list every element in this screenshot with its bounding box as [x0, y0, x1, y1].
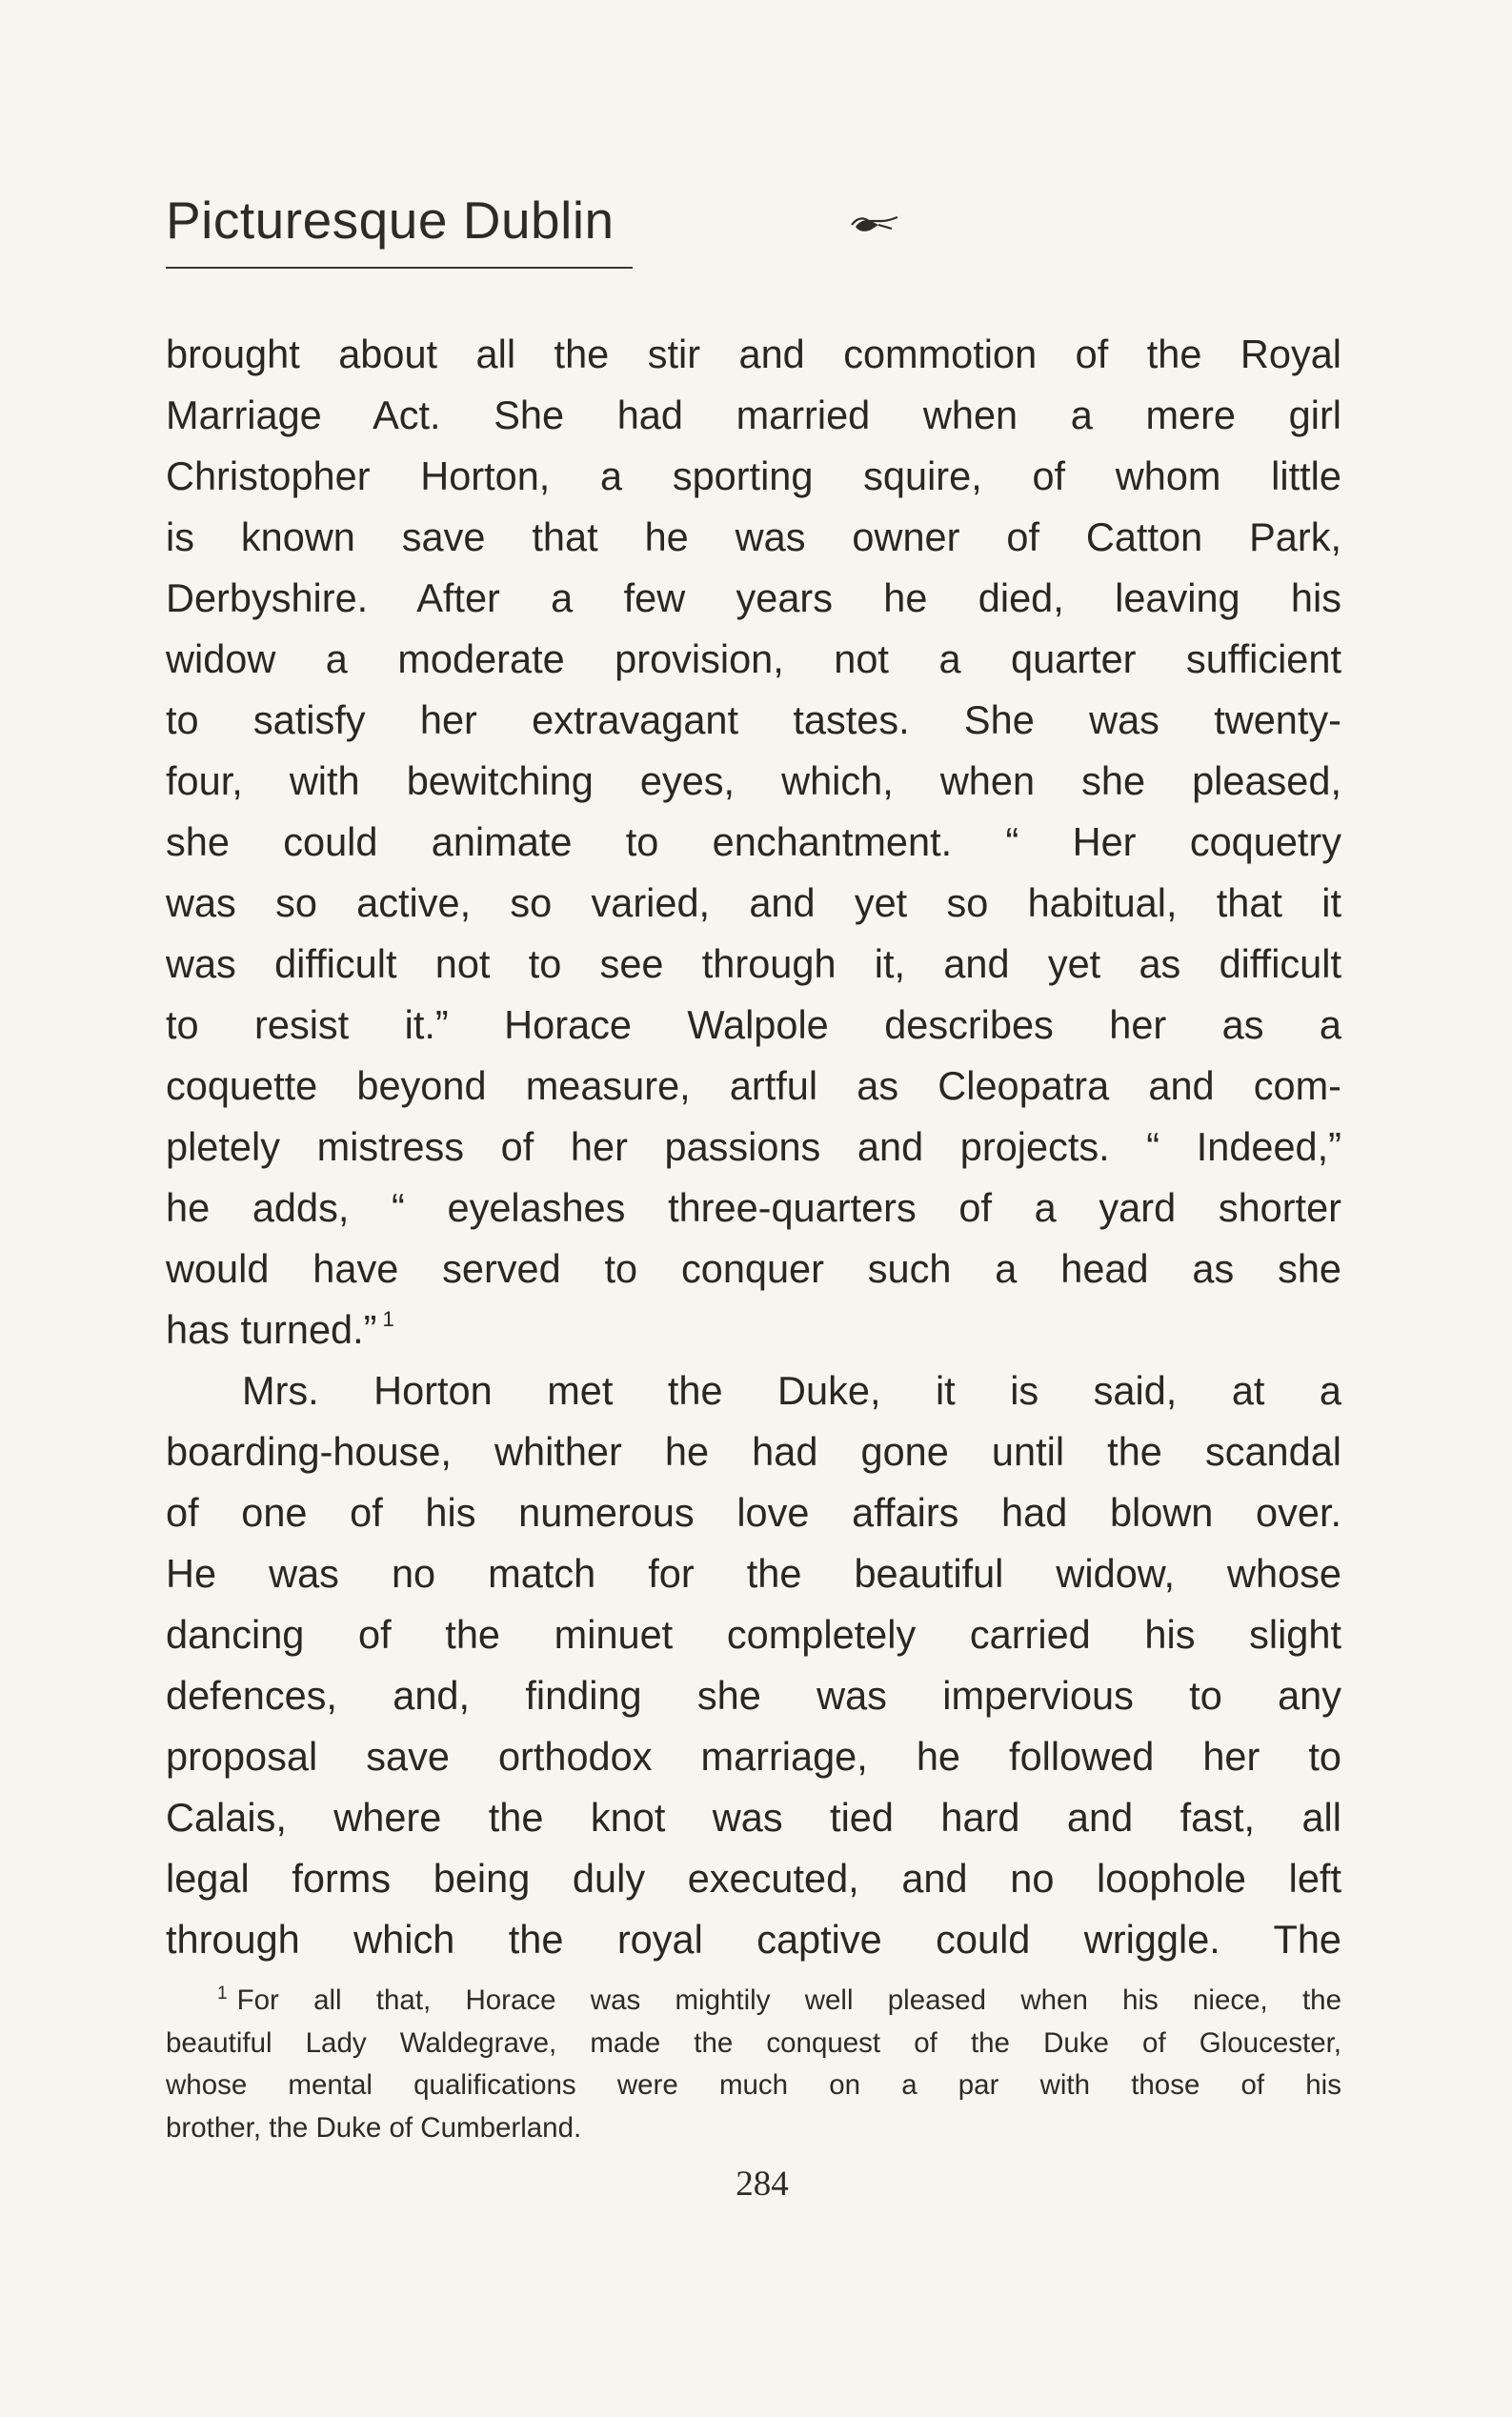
body-line: she could animate to enchantment. “ Her coquetry	[166, 819, 1341, 864]
footnote-reference[interactable]: 1	[382, 1307, 394, 1331]
body-line: dancing of the minuet completely carried his slight	[166, 1612, 1341, 1657]
body-line-text: has turned.”	[166, 1307, 377, 1352]
body-line: coquette beyond measure, artful as Cleopatra and com-	[166, 1063, 1341, 1108]
footnote-marker: 1	[217, 1984, 228, 2004]
footnote-first-line	[166, 1980, 1341, 2023]
body-text	[166, 324, 1341, 1970]
paragraph-start-line: Mrs. Horton met the Duke, it is said, at a	[242, 1368, 1341, 1413]
body-line: was so active, so varied, and yet so habitual, that it	[166, 880, 1341, 925]
body-line: of one of his numerous love affairs had blown over.	[166, 1490, 1341, 1535]
body-line: Marriage Act. She had married when a mere girl	[166, 393, 1341, 437]
body-line: was difficult not to see through it, and yet as difficult	[166, 941, 1341, 986]
body-line: to satisfy her extravagant tastes. She was twenty-	[166, 697, 1341, 742]
footnote	[166, 1980, 1341, 2149]
body-line-with-footnote-ref	[166, 1299, 1341, 1360]
body-line: would have served to conquer such a head as she	[166, 1246, 1341, 1291]
body-line: boarding-house, whither he had gone until the scandal	[166, 1429, 1341, 1474]
running-head	[166, 187, 776, 272]
body-line: defences, and, finding she was impervious to any	[166, 1673, 1341, 1718]
footnote-line: whose mental qualifications were much on a par with those of his	[166, 2069, 1341, 2101]
running-title: Picturesque Dublin	[166, 191, 615, 250]
body-line: Derbyshire. After a few years he died, leaving his	[166, 575, 1341, 620]
body-line: legal forms being duly executed, and no loophole left	[166, 1856, 1341, 1901]
footnote-line: beautiful Lady Waldegrave, made the conquest of the Duke of Gloucester,	[166, 2026, 1341, 2059]
body-line: through which the royal captive could wriggle. The	[166, 1917, 1341, 1962]
footnote-line: brother, the Duke of Cumberland.	[166, 2111, 582, 2144]
running-head-rule	[166, 267, 633, 269]
body-line: Christopher Horton, a sporting squire, of whom little	[166, 453, 1341, 498]
body-line: he adds, “ eyelashes three-quarters of a yard shorter	[166, 1185, 1341, 1230]
body-line: is known save that he was owner of Catton Park,	[166, 514, 1341, 559]
body-line: widow a moderate provision, not a quarter sufficient	[166, 636, 1341, 681]
body-line: He was no match for the beautiful widow, whose	[166, 1551, 1341, 1596]
footnote-line-text: For all that, Horace was mightily well pleased when his niece, the	[236, 1984, 1341, 2016]
body-line: proposal save orthodox marriage, he followed her to	[166, 1734, 1341, 1779]
pointing-hand-ornament-icon	[850, 211, 899, 238]
page-number: 284	[736, 2165, 789, 2204]
body-line: to resist it.” Horace Walpole describes her as a	[166, 1002, 1341, 1047]
body-line: Calais, where the knot was tied hard and fast, all	[166, 1795, 1341, 1840]
body-line: pletely mistress of her passions and projects. “ Indeed,”	[166, 1124, 1341, 1169]
body-line: brought about all the stir and commotion of the Royal	[166, 332, 1341, 376]
body-line: four, with bewitching eyes, which, when she pleased,	[166, 758, 1341, 803]
